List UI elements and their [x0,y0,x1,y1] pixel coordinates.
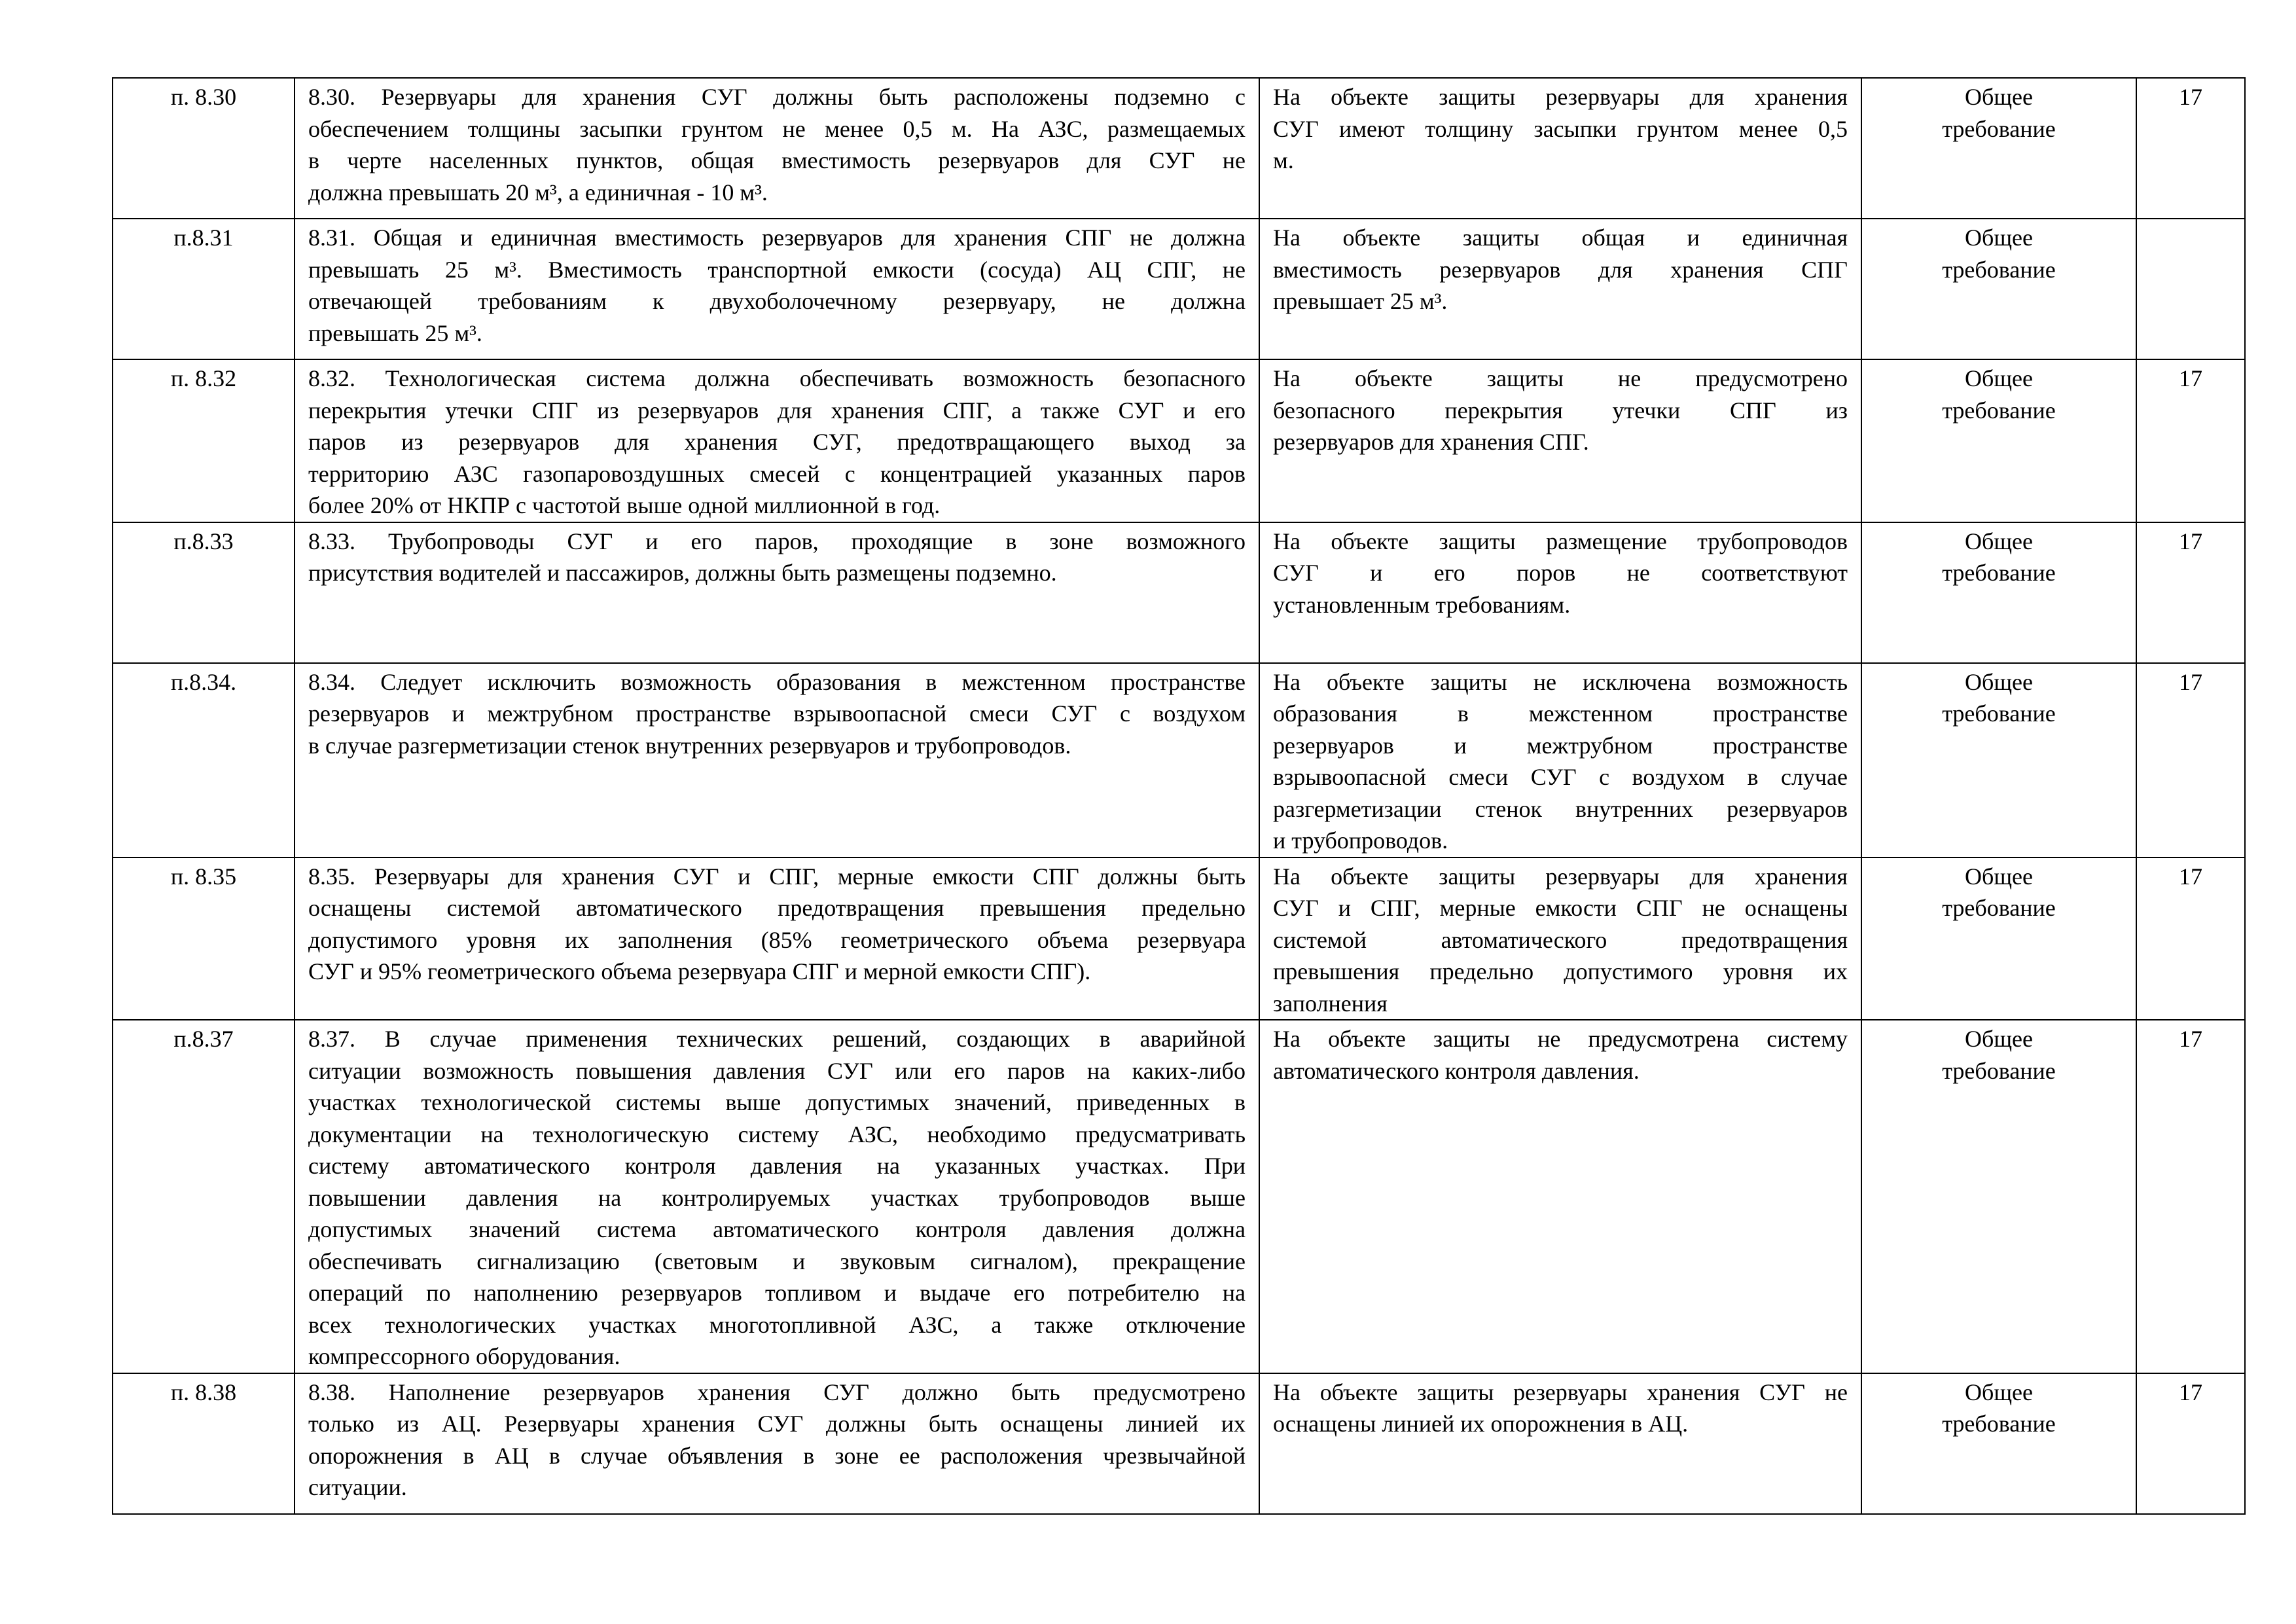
article-number-cell: 17 [2136,1373,2245,1514]
requirement-type-cell [1861,78,2136,219]
text-line: Общее [1965,668,2033,695]
violation-finding-cell [1259,1020,1861,1373]
text-line: На объекте защиты резервуары хранения СУГ не [1273,1379,1848,1405]
text-line: Общее [1965,863,2033,890]
requirement-type-cell [1861,1020,2136,1373]
violation-finding-cell [1259,359,1861,522]
text-line: Общее [1965,225,2033,251]
requirement-type-cell [1861,219,2136,359]
violation-finding-cell [1259,857,1861,1020]
requirement-text-cell [295,359,1259,522]
table-row [113,522,2245,663]
text-line: всех технологических участках многотопливной АЗС, а также отключение [308,1311,1246,1338]
clause-reference-cell: п.8.34. [113,663,295,857]
violation-finding-cell [1259,219,1861,359]
requirement-type-cell [1861,522,2136,663]
text-line: 8.33. Трубопроводы СУГ и его паров, проходящие в зоне возможного [308,528,1246,554]
text-line: 8.32. Технологическая система должна обеспечивать возможность безопасного [308,365,1246,391]
clause-reference-cell: п.8.31 [113,219,295,359]
requirement-type-cell [1861,359,2136,522]
text-line: превышения предельно допустимого уровня их [1273,958,1848,984]
violation-finding-cell [1259,1373,1861,1514]
text-line: ситуации. [308,1474,407,1500]
text-line: резервуаров и межтрубном пространстве взрывоопасной смеси СУГ с воздухом [308,700,1246,727]
text-line: Общее [1965,84,2033,110]
article-number-cell: 17 [2136,78,2245,219]
text-line: 8.35. Резервуары для хранения СУГ и СПГ, мерные емкости СПГ должны быть [308,863,1246,890]
text-line: автоматического контроля давления. [1273,1057,1640,1084]
table-row [113,857,2245,1020]
text-line: 8.31. Общая и единичная вместимость резервуаров для хранения СПГ не должна [308,225,1246,251]
text-line: операций по наполнению резервуаров топливом и выдаче его потребителю на [308,1280,1246,1306]
text-line: требование [1942,1411,2056,1437]
requirement-type-cell [1861,663,2136,857]
text-line: присутствия водителей и пассажиров, должны быть размещены подземно. [308,560,1057,586]
text-line: территорию АЗС газопаровоздушных смесей с концентрацией указанных паров [308,460,1246,487]
text-line: 8.38. Наполнение резервуаров хранения СУГ должно быть предусмотрено [308,1379,1246,1405]
text-line: СУГ и его поров не соответствуют [1273,560,1848,586]
text-line: требование [1942,895,2056,921]
text-line: На объекте защиты не предусмотрена систему [1273,1026,1848,1052]
text-line: образования в межстенном пространстве [1273,700,1848,727]
requirement-text-cell [295,1373,1259,1514]
text-line: требование [1942,1057,2056,1084]
text-line: На объекте защиты общая и единичная [1273,225,1848,251]
clause-reference-cell: п.8.33 [113,522,295,663]
requirement-text-cell [295,1020,1259,1373]
text-line: Общее [1965,1026,2033,1052]
text-line: На объекте защиты резервуары для хранения [1273,84,1848,110]
text-line: м. [1273,147,1294,173]
text-line: 8.34. Следует исключить возможность образования в межстенном пространстве [308,668,1246,695]
clause-reference-cell: п. 8.38 [113,1373,295,1514]
text-line: СУГ имеют толщину засыпки грунтом менее 0,5 [1273,115,1848,142]
article-number-cell: 17 [2136,857,2245,1020]
requirements-table [112,77,2246,1515]
text-line: более 20% от НКПР с частотой выше одной миллионной в год. [308,492,941,518]
table-row [113,359,2245,522]
violation-finding-cell [1259,78,1861,219]
text-line: 8.37. В случае применения технических решений, создающих в аварийной [308,1026,1246,1052]
text-line: требование [1942,700,2056,727]
text-line: Общее [1965,1379,2033,1405]
violation-finding-cell [1259,663,1861,857]
requirement-text-cell [295,857,1259,1020]
text-line: допустимого уровня их заполнения (85% геометрического объема резервуара [308,926,1246,953]
text-line: 8.30. Резервуары для хранения СУГ должны быть расположены подземно с [308,84,1246,110]
text-line: превышает 25 м³. [1273,288,1448,314]
table-body [113,78,2245,1514]
text-line: Общее [1965,365,2033,391]
text-line: в случае разгерметизации стенок внутренних резервуаров и трубопроводов. [308,732,1071,759]
text-line: требование [1942,560,2056,586]
text-line: системой автоматического предотвращения [1273,926,1848,953]
text-line: паров из резервуаров для хранения СУГ, предотвращающего выход за [308,429,1246,455]
text-line: оснащены линией их опорожнения в АЦ. [1273,1411,1689,1437]
text-line: резервуаров для хранения СПГ. [1273,429,1589,455]
text-line: обеспечением толщины засыпки грунтом не менее 0,5 м. На АЗС, размещаемых [308,115,1246,142]
text-line: требование [1942,115,2056,142]
clause-reference-cell: п. 8.35 [113,857,295,1020]
text-line: обеспечивать сигнализацию (световым и звуковым сигналом), прекращение [308,1248,1246,1274]
text-line: ситуации возможность повышения давления СУГ или его паров на каких-либо [308,1057,1246,1084]
text-line: безопасного перекрытия утечки СПГ из [1273,397,1848,424]
requirement-text-cell [295,78,1259,219]
text-line: СУГ и 95% геометрического объема резервуара СПГ и мерной емкости СПГ). [308,958,1091,984]
text-line: компрессорного оборудования. [308,1343,620,1369]
article-number-cell: 17 [2136,1020,2245,1373]
text-line: превышать 25 м³. Вместимость транспортной емкости (сосуда) АЦ СПГ, не [308,256,1246,283]
text-line: отвечающей требованиям к двухоболочечному резервуару, не должна [308,288,1246,314]
requirement-type-cell [1861,857,2136,1020]
text-line: требование [1942,256,2056,283]
article-number-cell: 17 [2136,359,2245,522]
text-line: На объекте защиты размещение трубопроводов [1273,528,1848,554]
table-row [113,219,2245,359]
requirement-text-cell [295,219,1259,359]
article-number-cell: 17 [2136,522,2245,663]
requirement-text-cell [295,522,1259,663]
article-number-cell: 17 [2136,663,2245,857]
text-line: систему автоматического контроля давления на указанных участках. При [308,1153,1246,1179]
text-line: взрывоопасной смеси СУГ с воздухом в случае [1273,764,1848,790]
text-line: и трубопроводов. [1273,827,1448,854]
text-line: допустимых значений система автоматического контроля давления должна [308,1216,1246,1242]
clause-reference-cell: п.8.37 [113,1020,295,1373]
article-number-cell [2136,219,2245,359]
text-line: участках технологической системы выше допустимых значений, приведенных в [308,1089,1246,1115]
text-line: установленным требованиям. [1273,591,1571,618]
clause-reference-cell: п. 8.30 [113,78,295,219]
text-line: превышать 25 м³. [308,319,482,346]
text-line: На объекте защиты не предусмотрено [1273,365,1848,391]
text-line: в черте населенных пунктов, общая вместимость резервуаров для СУГ не [308,147,1246,173]
table-row [113,78,2245,219]
text-line: документации на технологическую систему АЗС, необходимо предусматривать [308,1121,1246,1147]
table-row [113,663,2245,857]
text-line: заполнения [1273,990,1388,1017]
text-line: Общее [1965,528,2033,554]
text-line: повышении давления на контролируемых участках трубопроводов выше [308,1184,1246,1211]
text-line: оснащены системой автоматического предотвращения превышения предельно [308,895,1246,921]
text-line: На объекте защиты резервуары для хранения [1273,863,1848,890]
text-line: перекрытия утечки СПГ из резервуаров для хранения СПГ, а также СУГ и его [308,397,1246,424]
text-line: вместимость резервуаров для хранения СПГ [1273,256,1848,283]
violation-finding-cell [1259,522,1861,663]
text-line: должна превышать 20 м³, а единичная - 10 м³. [308,179,768,206]
requirement-text-cell [295,663,1259,857]
text-line: требование [1942,397,2056,424]
clause-reference-cell: п. 8.32 [113,359,295,522]
text-line: разгерметизации стенок внутренних резервуаров [1273,795,1848,822]
text-line: опорожнения в АЦ в случае объявления в зоне ее расположения чрезвычайной [308,1442,1246,1469]
table-row [113,1373,2245,1514]
text-line: На объекте защиты не исключена возможность [1273,668,1848,695]
text-line: только из АЦ. Резервуары хранения СУГ должны быть оснащены линией их [308,1411,1246,1437]
text-line: резервуаров и межтрубном пространстве [1273,732,1848,759]
requirement-type-cell [1861,1373,2136,1514]
text-line: СУГ и СПГ, мерные емкости СПГ не оснащены [1273,895,1848,921]
table-row [113,1020,2245,1373]
